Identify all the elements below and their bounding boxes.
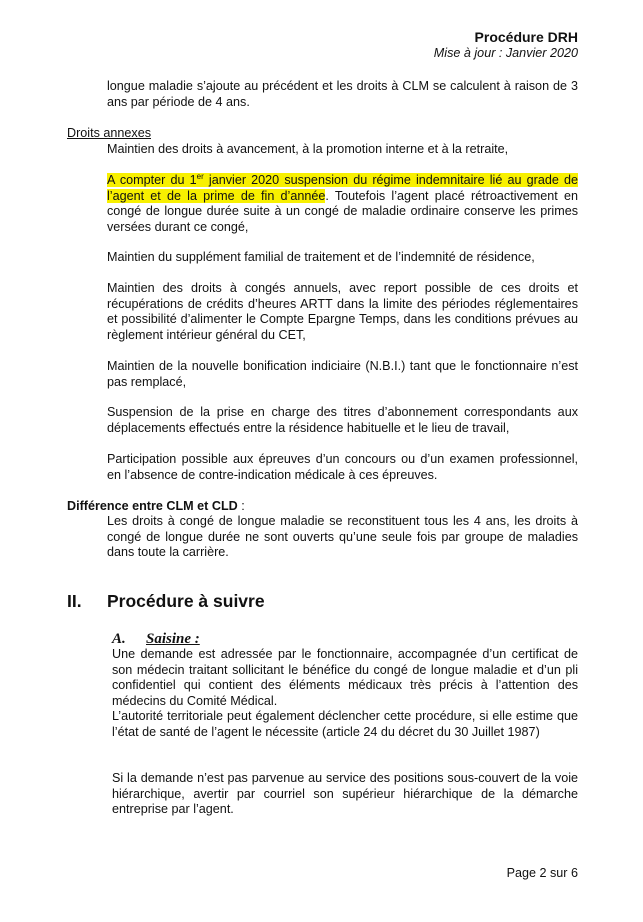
- saisine-number: A.: [112, 631, 126, 647]
- droits-annexes-item-4: Maintien des droits à congés annuels, avec report possible de ces droits et récupérations de crédits d’heures ARTT dans la limite des périodes réglementaires et possibilité d’alimenter le Compte Epargne Temps, dans les conditions prévues au règlement intérieur général du CET,: [107, 281, 578, 342]
- droits-annexes-item-1: Maintien des droits à avancement, à la promotion interne et à la retraite,: [107, 142, 509, 156]
- section-2-title: Procédure à suivre: [107, 591, 265, 611]
- page-number: Page 2 sur 6: [506, 866, 578, 880]
- droits-annexes-item-2: A compter du 1er janvier 2020 suspension du régime indemnitaire lié au grade de l’agent et de la prime de fin d’année. Toutefois l’agent placé rétroactivement en congé de longue durée suite à un congé de maladie ordinaire conserve les primes versées durant ce congé,: [107, 172, 578, 234]
- section-2-number: II.: [67, 591, 82, 611]
- header-update-date: Mise à jour : Janvier 2020: [433, 46, 578, 60]
- saisine-title: Saisine :: [146, 631, 200, 647]
- droits-annexes-item-6: Suspension de la prise en charge des titres d’abonnement correspondants aux déplacements effectués entre la résidence habituelle et le lieu de travail,: [107, 405, 578, 435]
- saisine-paragraph-3: Si la demande n’est pas parvenue au service des positions sous-couvert de la voie hiérarchique, avertir par courriel son supérieur hiérarchique de la démarche entreprise par l’agent.: [112, 771, 578, 817]
- droits-annexes-item-5: Maintien de la nouvelle bonification indiciaire (N.B.I.) tant que le fonctionnaire n’est pas remplacé,: [107, 359, 578, 389]
- intro-continuation: longue maladie s’ajoute au précédent et les droits à CLM se calculent à raison de 3 ans par période de 4 ans.: [107, 79, 578, 109]
- droits-annexes-heading: Droits annexes: [67, 126, 151, 140]
- document-header: [434, 28, 578, 61]
- section-2-heading: [67, 590, 265, 612]
- header-title: Procédure DRH: [474, 29, 578, 45]
- saisine-heading: [112, 630, 200, 648]
- difference-text: Les droits à congé de longue maladie se reconstituent tous les 4 ans, les droits à congé de longue durée ne sont ouverts qu’une seule fois par groupe de maladies dans toute la carrière.: [107, 514, 578, 560]
- saisine-paragraph-1: Une demande est adressée par le fonctionnaire, accompagnée d’un certificat de son médecin traitant sollicitant le bénéfice du congé de longue maladie et d’un pli confidentiel qui contient des éléments médicaux très précis à l’attention des médecins du Comité Médical.: [112, 647, 578, 708]
- droits-annexes-item-7: Participation possible aux épreuves d’un concours ou d’un examen professionnel, en l’absence de contre-indication médicale à ces épreuves.: [107, 452, 578, 482]
- saisine-paragraph-2: L’autorité territoriale peut également déclencher cette procédure, si elle estime que l’état de santé de l’agent le nécessite (article 24 du décret du 30 Juillet 1987): [112, 709, 578, 739]
- difference-heading: Différence entre CLM et CLD :: [67, 499, 245, 513]
- highlighted-text: A compter du 1er janvier 2020 suspension du régime indemnitaire lié au grade de l’agent et de la prime de fin d’année: [107, 172, 578, 203]
- droits-annexes-item-3: Maintien du supplément familial de traitement et de l’indemnité de résidence,: [107, 250, 535, 264]
